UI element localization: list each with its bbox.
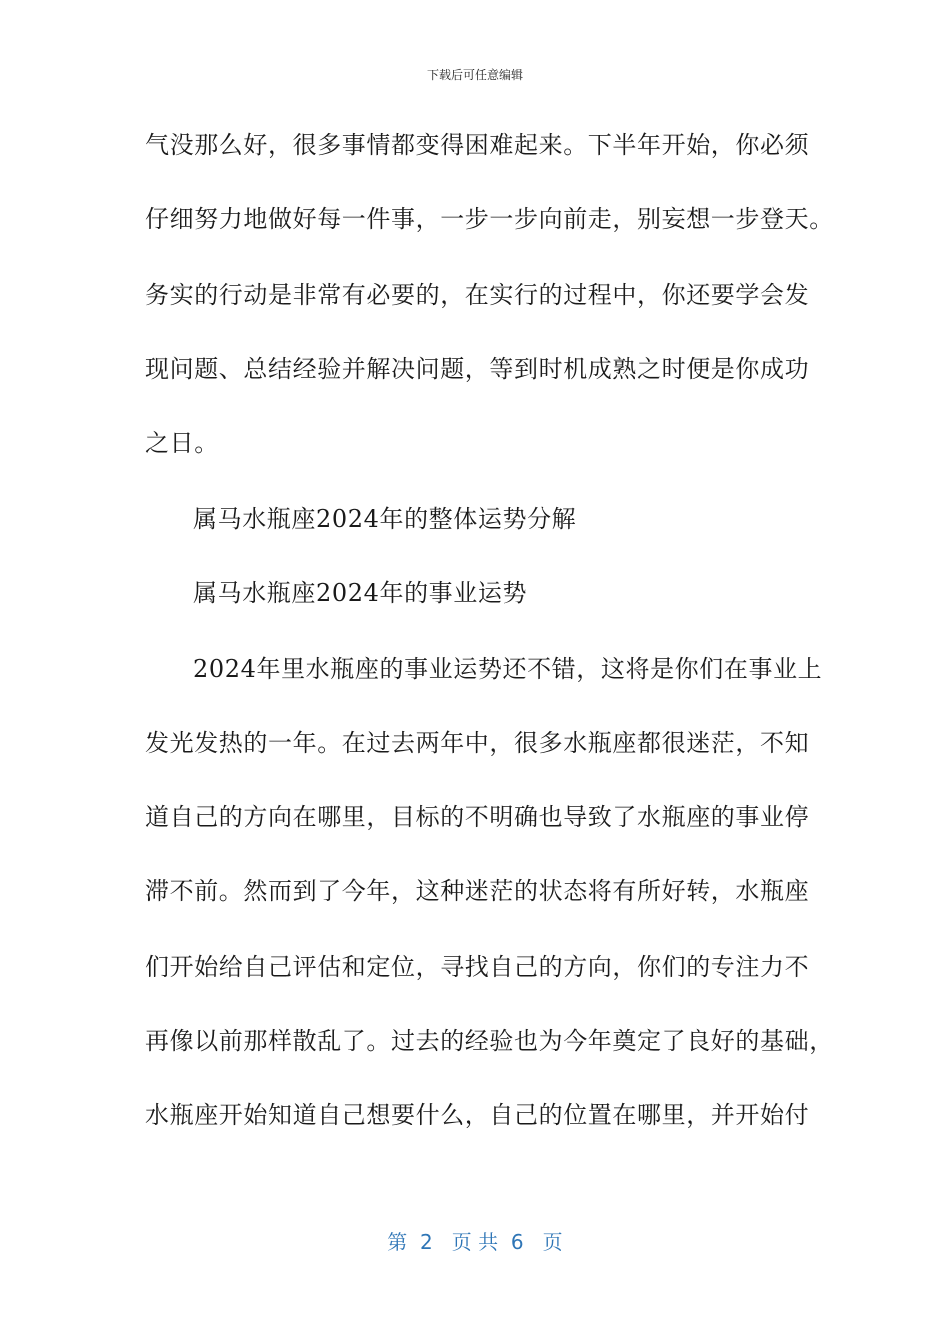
- body-line: 气没那么好，很多事情都变得困难起来。下半年开始，你必须: [145, 131, 810, 159]
- body-line: 们开始给自己评估和定位，寻找自己的方向，你们的专注力不: [145, 953, 810, 981]
- body-line: 2024年里水瓶座的事业运势还不错，这将是你们在事业上: [193, 655, 823, 683]
- page-number-footer: 第 2 页 共 6 页: [387, 1230, 563, 1254]
- body-line: 道自己的方向在哪里，目标的不明确也导致了水瓶座的事业停: [145, 803, 810, 831]
- body-line: 滞不前。然而到了今年，这种迷茫的状态将有所好转，水瓶座: [145, 877, 810, 905]
- body-line: 仔细努力地做好每一件事，一步一步向前走，别妄想一步登天。: [145, 205, 834, 233]
- body-line: 务实的行动是非常有必要的，在实行的过程中，你还要学会发: [145, 281, 810, 309]
- section-heading: 属马水瓶座2024年的整体运势分解: [193, 505, 577, 533]
- body-line: 再像以前那样散乱了。过去的经验也为今年奠定了良好的基础，: [145, 1027, 834, 1055]
- body-line: 水瓶座开始知道自己想要什么，自己的位置在哪里，并开始付: [145, 1101, 810, 1129]
- page-header: 下载后可任意编辑: [426, 68, 523, 82]
- section-heading: 属马水瓶座2024年的事业运势: [193, 579, 528, 607]
- body-line: 发光发热的一年。在过去两年中，很多水瓶座都很迷茫，不知: [145, 729, 810, 757]
- body-line: 之日。: [145, 429, 219, 457]
- body-line: 现问题、总结经验并解决问题，等到时机成熟之时便是你成功: [145, 355, 810, 383]
